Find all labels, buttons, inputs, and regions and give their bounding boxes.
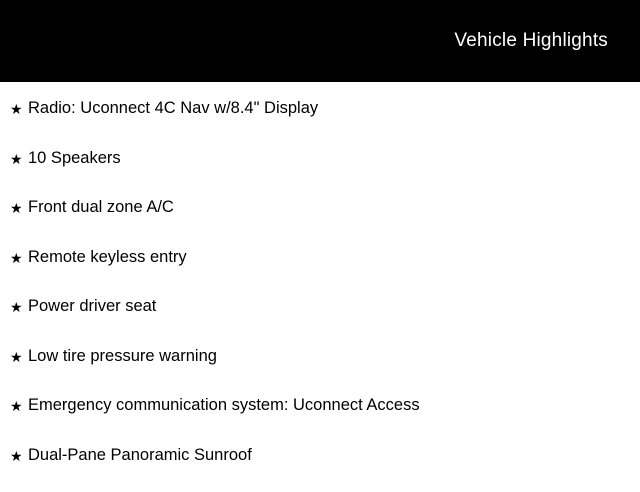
list-item-label: Power driver seat (28, 294, 156, 318)
list-item-label: Dual-Pane Panoramic Sunroof (28, 443, 252, 467)
star-bullet-icon: ★ (10, 344, 28, 369)
list-item-label: Remote keyless entry (28, 245, 187, 269)
list-item (0, 393, 640, 443)
list-item (0, 443, 640, 492)
star-bullet-icon: ★ (10, 443, 28, 468)
star-bullet-icon: ★ (10, 195, 28, 220)
list-item-label: 10 Speakers (28, 146, 121, 170)
star-bullet-icon: ★ (10, 393, 28, 418)
page-title: Vehicle Highlights (454, 30, 608, 52)
list-item-label: Low tire pressure warning (28, 344, 217, 368)
star-bullet-icon: ★ (10, 96, 28, 121)
list-item (0, 195, 640, 245)
list-item (0, 96, 640, 146)
star-bullet-icon: ★ (10, 294, 28, 319)
list-item (0, 344, 640, 394)
list-item-label: Front dual zone A/C (28, 195, 174, 219)
star-bullet-icon: ★ (10, 146, 28, 171)
vehicle-highlights-list (0, 82, 640, 492)
list-item-label: Radio: Uconnect 4C Nav w/8.4" Display (28, 96, 318, 120)
list-item (0, 245, 640, 295)
star-bullet-icon: ★ (10, 245, 28, 270)
header-bar (0, 0, 640, 82)
list-item (0, 146, 640, 196)
list-item-label: Emergency communication system: Uconnect Access (28, 393, 420, 417)
list-item (0, 294, 640, 344)
